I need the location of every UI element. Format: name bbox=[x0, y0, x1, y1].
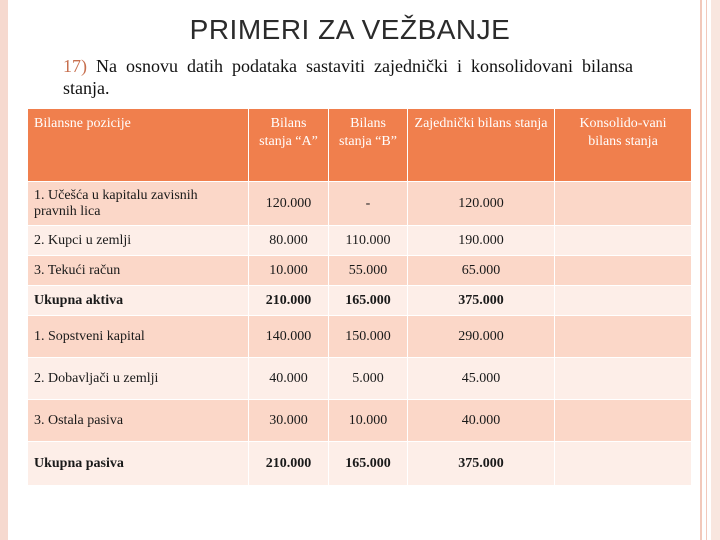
value-consolidated bbox=[555, 256, 692, 286]
value-consolidated bbox=[555, 316, 692, 358]
value-a: 10.000 bbox=[249, 256, 329, 286]
table-header-row bbox=[28, 109, 692, 182]
value-b: 150.000 bbox=[329, 316, 408, 358]
value-joint: 40.000 bbox=[408, 400, 555, 442]
right-border-strip bbox=[711, 0, 720, 540]
value-a: 210.000 bbox=[249, 442, 329, 486]
value-joint: 290.000 bbox=[408, 316, 555, 358]
row-label: 2. Kupci u zemlji bbox=[28, 226, 249, 256]
balance-sheet-table bbox=[27, 108, 692, 486]
row-label: 1. Učešća u kapitalu zavisnih pravnih lica bbox=[28, 182, 249, 226]
table-row bbox=[28, 316, 692, 358]
value-consolidated bbox=[555, 442, 692, 486]
value-b: 165.000 bbox=[329, 286, 408, 316]
value-b: 10.000 bbox=[329, 400, 408, 442]
value-joint: 375.000 bbox=[408, 442, 555, 486]
value-b: - bbox=[329, 182, 408, 226]
value-joint: 190.000 bbox=[408, 226, 555, 256]
left-border-decoration bbox=[0, 0, 8, 540]
right-border-line bbox=[706, 0, 707, 540]
value-a: 40.000 bbox=[249, 358, 329, 400]
table-row-total-assets bbox=[28, 286, 692, 316]
value-consolidated bbox=[555, 226, 692, 256]
header-balance-a: Bilans stanja “A” bbox=[249, 109, 329, 182]
header-joint-balance: Zajednički bilans stanja bbox=[408, 109, 555, 182]
slide-title: PRIMERI ZA VEŽBANJE bbox=[189, 14, 511, 45]
row-label: Ukupna pasiva bbox=[28, 442, 249, 486]
value-a: 140.000 bbox=[249, 316, 329, 358]
row-label: 1. Sopstveni kapital bbox=[28, 316, 249, 358]
table-row bbox=[28, 256, 692, 286]
value-consolidated bbox=[555, 182, 692, 226]
row-label: 3. Ostala pasiva bbox=[28, 400, 249, 442]
header-consolidated-balance: Konsolido-vani bilans stanja bbox=[555, 109, 692, 182]
value-joint: 65.000 bbox=[408, 256, 555, 286]
value-joint: 45.000 bbox=[408, 358, 555, 400]
header-balance-b: Bilans stanja “B” bbox=[329, 109, 408, 182]
table-row bbox=[28, 226, 692, 256]
right-border-line bbox=[700, 0, 702, 540]
table-row bbox=[28, 400, 692, 442]
value-consolidated bbox=[555, 358, 692, 400]
value-b: 5.000 bbox=[329, 358, 408, 400]
table-row bbox=[28, 182, 692, 226]
task-number: 17) bbox=[63, 56, 87, 76]
header-positions: Bilansne pozicije bbox=[28, 109, 249, 182]
value-b: 55.000 bbox=[329, 256, 408, 286]
value-a: 210.000 bbox=[249, 286, 329, 316]
row-label: 3. Tekući račun bbox=[28, 256, 249, 286]
value-a: 30.000 bbox=[249, 400, 329, 442]
task-description: Na osnovu datih podataka sastaviti zajednički i konsolidovani bilansa stanja. bbox=[63, 56, 633, 98]
value-a: 120.000 bbox=[249, 182, 329, 226]
value-consolidated bbox=[555, 400, 692, 442]
table-row-total-liabilities bbox=[28, 442, 692, 486]
value-joint: 120.000 bbox=[408, 182, 555, 226]
value-joint: 375.000 bbox=[408, 286, 555, 316]
row-label: Ukupna aktiva bbox=[28, 286, 249, 316]
row-label: 2. Dobavljači u zemlji bbox=[28, 358, 249, 400]
table-row bbox=[28, 358, 692, 400]
value-b: 165.000 bbox=[329, 442, 408, 486]
value-a: 80.000 bbox=[249, 226, 329, 256]
task-text bbox=[63, 55, 633, 99]
value-consolidated bbox=[555, 286, 692, 316]
value-b: 110.000 bbox=[329, 226, 408, 256]
